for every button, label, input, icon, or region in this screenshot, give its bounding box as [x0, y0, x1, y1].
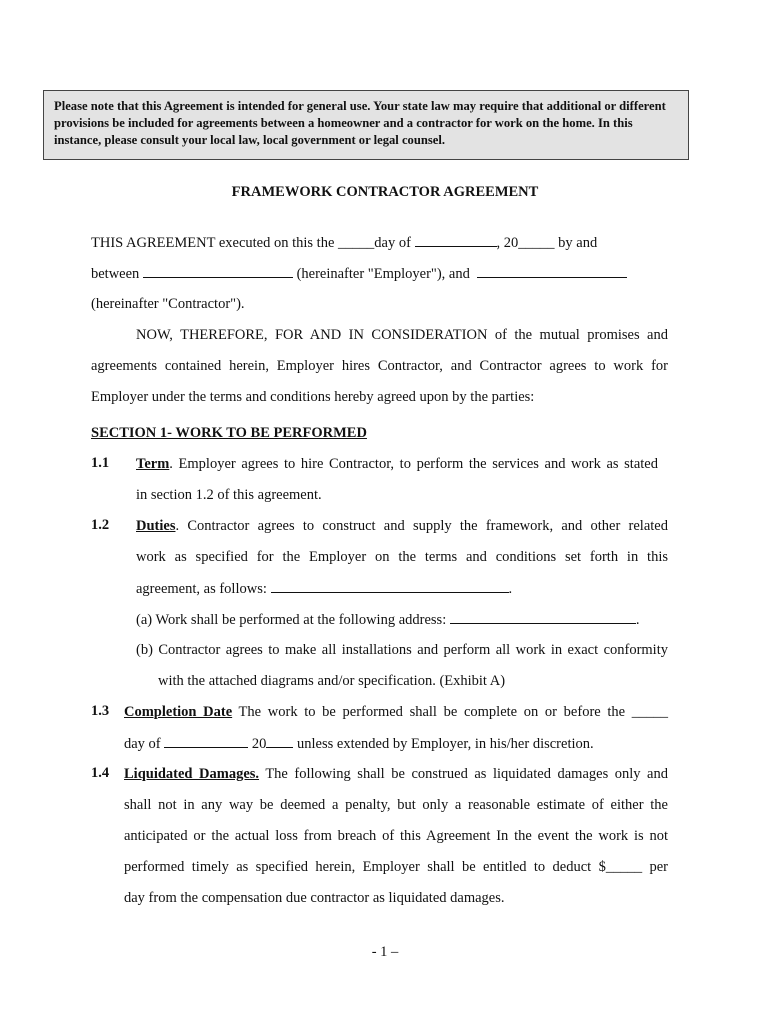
consideration-line-3: Employer under the terms and conditions hereby agreed upon by the parties: — [91, 389, 535, 405]
clause-1-2-line-3: agreement, as follows: . — [136, 581, 513, 597]
clause-1-4-line-4: performed timely as specified herein, Employer shall be entitled to deduct $_____ per — [124, 859, 668, 875]
intro-text: (hereinafter "Employer"), and — [296, 266, 470, 282]
section-1-heading: SECTION 1- WORK TO BE PERFORMED — [91, 425, 367, 441]
clause-text: The work to be performed shall be complete on or before the _____ — [232, 704, 668, 720]
clause-text: . Employer agrees to hire Contractor, to perform the services and work as stated — [169, 456, 658, 472]
clause-1-3-number: 1.3 — [91, 703, 110, 719]
clause-1-3-line-2 — [124, 734, 594, 753]
clause-heading-liquidated-damages: Liquidated Damages. — [124, 766, 260, 782]
clause-1-1-line-1 — [136, 455, 658, 473]
month-blank[interactable] — [415, 233, 497, 247]
work-address-blank[interactable] — [450, 610, 636, 624]
clause-heading-term: Term — [136, 456, 170, 472]
clause-text: . Contractor agrees to construct and supply the framework, and other related — [175, 518, 668, 534]
employer-name-blank[interactable] — [143, 264, 293, 278]
completion-month-blank[interactable] — [164, 734, 248, 748]
clause-1-2-number: 1.2 — [91, 517, 110, 533]
general-use-notice: Please note that this Agreement is intended for general use. Your state law may require that additional or different provisions be included for agreements between a homeowner and a contractor for work on the home. In this instance, please consult your local law, local government or legal counsel. — [43, 90, 689, 160]
intro-text: , 20_____ by and — [496, 235, 598, 251]
consideration-line-2: agreements contained herein, Employer hires Contractor, and Contractor agrees to work for — [91, 358, 668, 374]
work-description-blank[interactable] — [271, 579, 509, 593]
intro-text: between — [91, 266, 140, 282]
consideration-line-1: NOW, THEREFORE, FOR AND IN CONSIDERATION of the mutual promises and — [136, 327, 668, 343]
clause-1-2-a: (a) Work shall be performed at the following address: . — [136, 612, 640, 628]
clause-1-4-line-2: shall not in any way be deemed a penalty, but only a reasonable estimate of either the — [124, 797, 668, 813]
clause-1-3-line-1 — [124, 703, 668, 721]
clause-1-2-line-1 — [136, 517, 668, 535]
clause-1-1-line-2: in section 1.2 of this agreement. — [136, 487, 322, 503]
clause-heading-duties: Duties — [136, 518, 176, 534]
clause-text: 20 — [251, 736, 267, 752]
clause-1-2-b-line-1: (b) Contractor agrees to make all installations and perform all work in exact conformity — [136, 642, 668, 658]
completion-year-blank[interactable] — [266, 734, 293, 748]
clause-text: The following shall be construed as liquidated damages only and — [259, 766, 668, 782]
clause-1-4-number: 1.4 — [91, 765, 110, 781]
intro-text: THIS AGREEMENT executed on this the _____day of — [91, 235, 411, 251]
clause-1-1-number: 1.1 — [91, 455, 110, 471]
clause-text: day of — [124, 736, 161, 752]
clause-text: (a) Work shall be performed at the following address: — [136, 612, 447, 628]
clause-heading-completion-date: Completion Date — [124, 704, 233, 720]
clause-1-4-line-1 — [124, 765, 668, 783]
clause-1-4-line-5: day from the compensation due contractor as liquidated damages. — [124, 890, 505, 906]
clause-1-4-line-3: anticipated or the actual loss from breach of this Agreement In the event the work is not — [124, 828, 668, 844]
contractor-name-blank[interactable] — [477, 264, 627, 278]
intro-line-1 — [91, 233, 597, 252]
intro-line-2 — [91, 264, 627, 283]
clause-1-2-line-2: work as specified for the Employer on the terms and conditions set forth in this — [136, 549, 668, 565]
document-title: FRAMEWORK CONTRACTOR AGREEMENT — [231, 184, 539, 200]
clause-text: unless extended by Employer, in his/her discretion. — [297, 736, 594, 752]
clause-text: agreement, as follows: — [136, 581, 267, 597]
intro-line-3: (hereinafter "Contractor"). — [91, 296, 245, 312]
page-number: - 1 – — [371, 944, 399, 960]
clause-1-2-b-line-2: with the attached diagrams and/or specification. (Exhibit A) — [158, 673, 506, 689]
